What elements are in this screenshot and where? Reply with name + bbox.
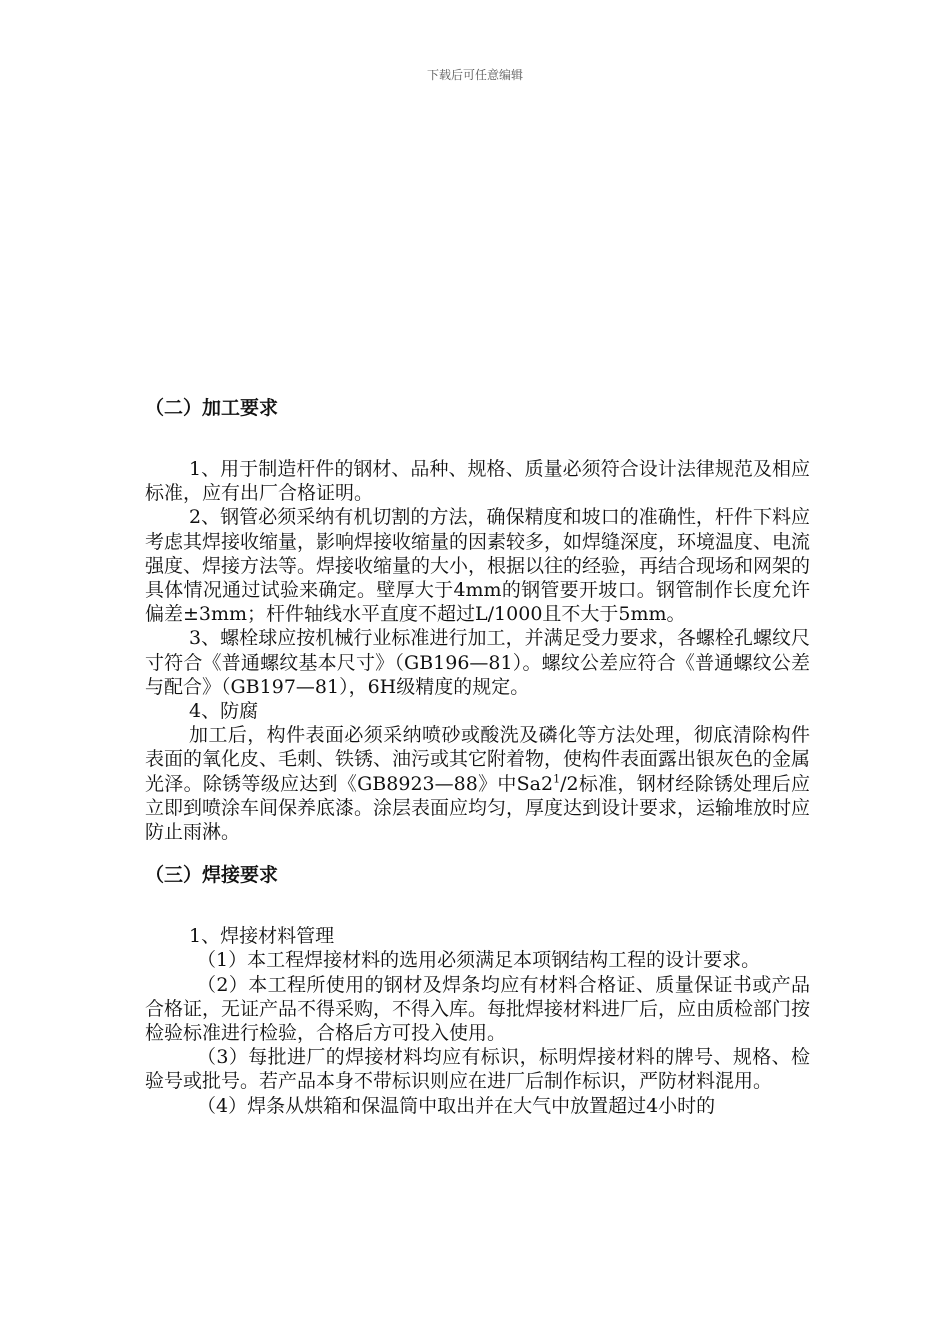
section-3-heading: （三）焊接要求 [145,864,279,887]
section-2-paragraph-1: 1、用于制造杆件的钢材、品种、规格、质量必须符合设计法律规范及相应标准，应有出厂合格证明。 [145,458,810,505]
section-3-paragraph-4: （3）每批进厂的焊接材料均应有标识，标明焊接材料的牌号、规格、检验号或批号。若产品本身不带标识则应在进厂后制作标识，严防材料混用。 [145,1046,810,1093]
page-header: 下载后可任意编辑 [426,68,523,82]
section-2-paragraph-3: 3、螺栓球应按机械行业标准进行加工，并满足受力要求，各螺栓孔螺纹尺寸符合《普通螺纹基本尺寸》（GB196—81）。螺纹公差应符合《普通螺纹公差与配合》（GB197—81），6H级精度的规定。 [145,627,810,698]
spacer [145,423,810,457]
corrosion-text-b: /2标准，钢材经除锈处理后应立即到喷涂车间保养底漆。涂层表面应均匀，厚度达到设计要求，运输堆放时应防止雨淋。 [145,772,811,844]
section-3-paragraph-5: （4）焊条从烘箱和保温筒中取出并在大气中放置超过4小时的 [197,1094,716,1117]
document-body [145,393,810,1118]
spacer [145,890,810,924]
corrosion-superscript: 1 [553,772,561,786]
corrosion-text-a: 加工后，构件表面必须采纳喷砂或酸洗及磷化等方法处理，彻底清除构件表面的氧化皮、毛刺、铁锈、油污或其它附着物，使构件表面露出银灰色的金属光泽。除锈等级应达到《GB8923—88》中Sa2 [145,724,811,795]
corrosion-paragraph [145,723,810,844]
section-2-paragraph-2: 2、钢管必须采纳有机切割的方法，确保精度和坡口的准确性，杆件下料应考虑其焊接收缩量，影响焊接收缩量的因素较多，如焊缝深度，环境温度、电流强度、焊接方法等。焊接收缩量的大小，根据以往的经验，再结合现场和网架的具体情况通过试验来确定。壁厚大于4mm的钢管要开坡口。钢管制作长度允许偏差±3mm；杆件轴线水平直度不超过L/1000且不大于5mm。 [145,506,811,626]
section-3-paragraph-1: 1、焊接材料管理 [189,925,335,948]
spacer [145,844,810,860]
section-3-paragraph-2: （1）本工程焊接材料的选用必须满足本项钢结构工程的设计要求。 [197,949,761,972]
section-2-heading: （二）加工要求 [145,397,279,419]
section-2-paragraph-4: 4、防腐 [189,700,259,723]
section-3-paragraph-3: （2）本工程所使用的钢材及焊条均应有材料合格证、质量保证书或产品合格证，无证产品不得采购，不得入库。每批焊接材料进厂后，应由质检部门按检验标准进行检验，合格后方可投入使用。 [145,973,811,1045]
